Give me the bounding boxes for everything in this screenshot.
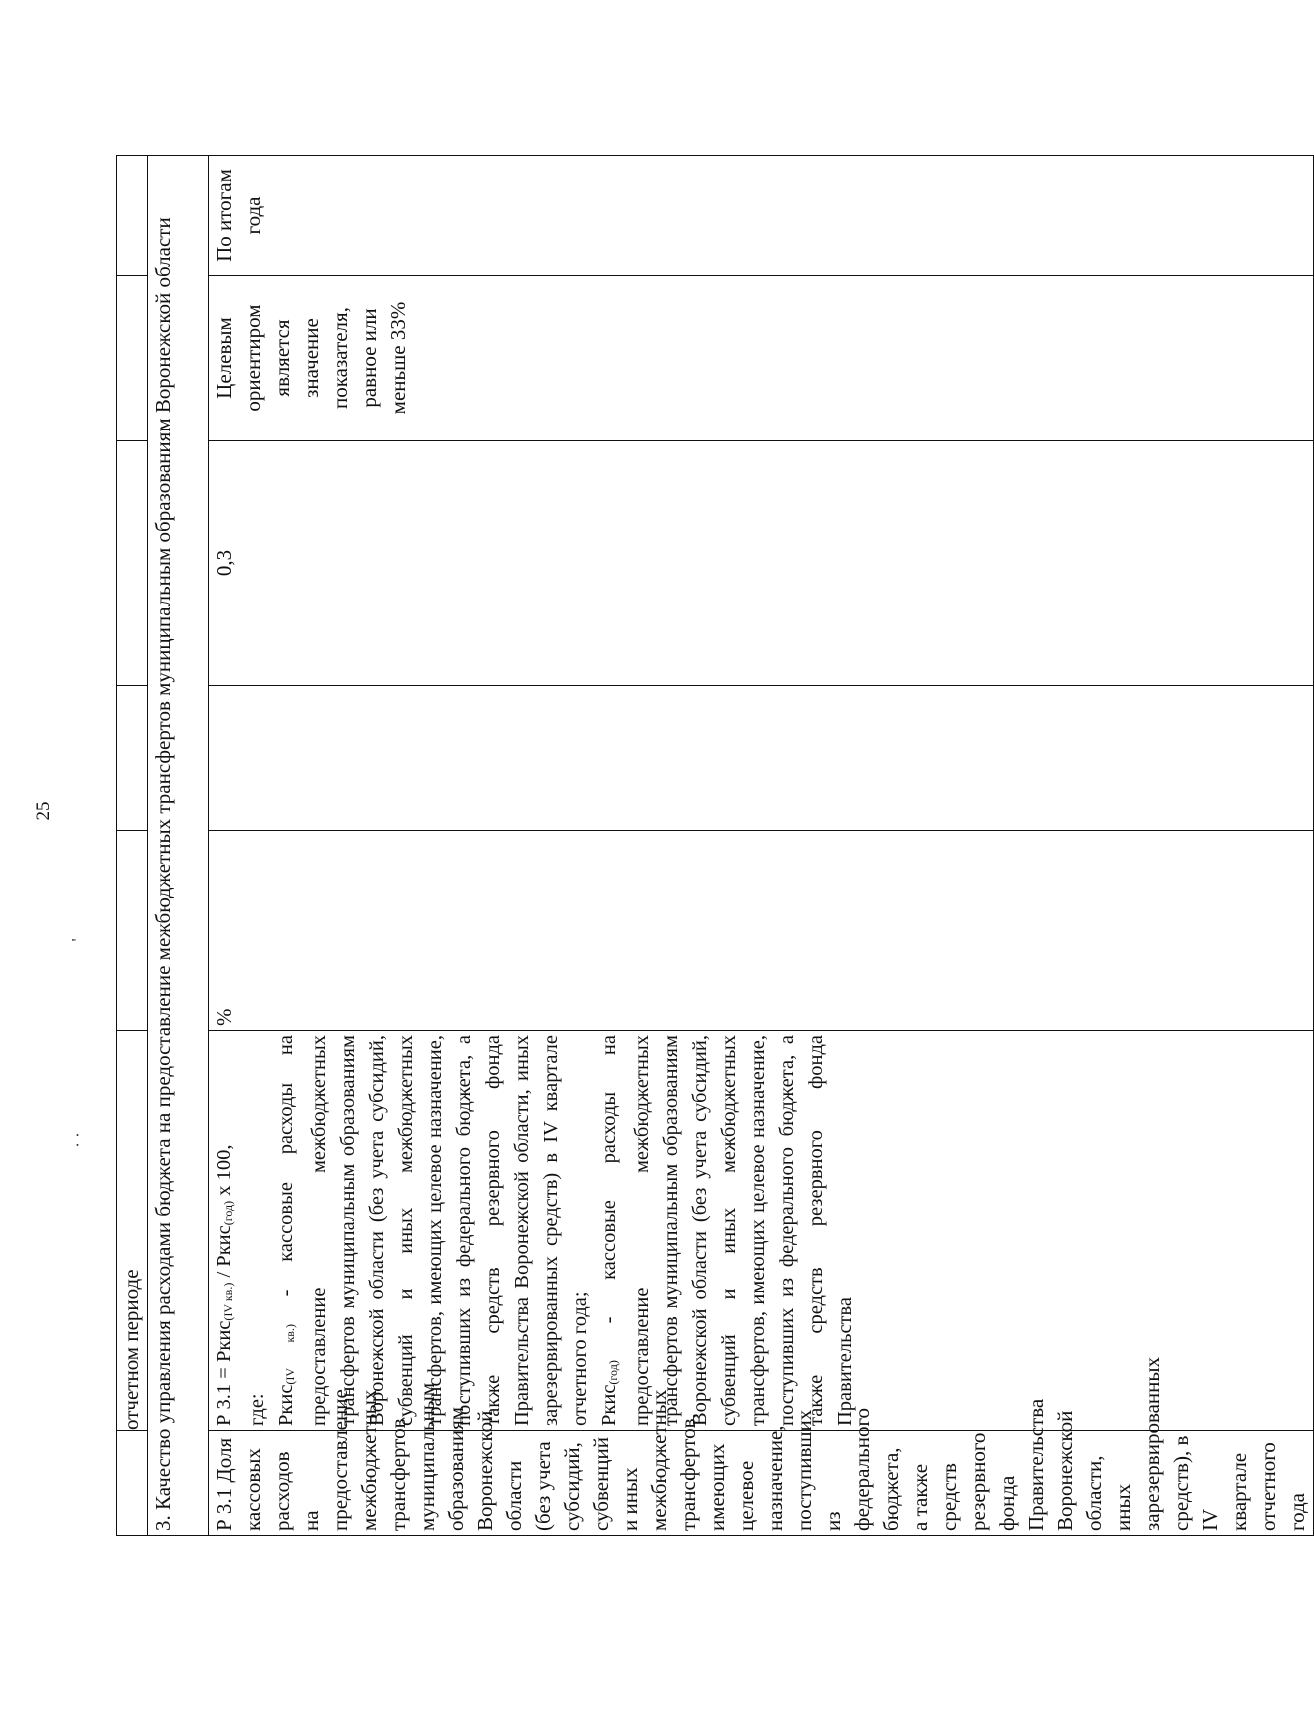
definition-sub: (год) <box>606 1360 620 1385</box>
top-row-text <box>117 1031 148 1431</box>
formula-where: где: <box>246 1393 268 1426</box>
table-cell <box>117 156 148 276</box>
unit-value: % <box>212 1008 236 1026</box>
formula-part: / Ркис <box>213 1225 235 1283</box>
top-row-label: отчетном периоде <box>119 1269 143 1430</box>
scan-mark: · · <box>68 1132 87 1148</box>
period-cell <box>209 156 1314 276</box>
table-cell <box>117 1431 148 1536</box>
empty-cell <box>209 686 1314 831</box>
definition-text: - кассовые расходы на предоставление межбюджетных трансфертов муниципальным образованиям Воронежской области (без учета субсидий, субвенций и иных межбюджетных трансфертов, имеющих целевое назначение, поступивших из федерального бюджета, а также средств резервного фонда Правительства <box>598 1035 856 1426</box>
unit-cell <box>209 831 1314 1031</box>
definition-sub: (IV кв.) <box>283 1324 297 1385</box>
definition-term: Ркис <box>598 1384 620 1426</box>
table-cell <box>117 831 148 1031</box>
indicator-row <box>209 156 1314 1536</box>
page-number: 25 <box>33 801 54 821</box>
weight-cell <box>209 441 1314 686</box>
formula-line <box>210 1035 243 1426</box>
section-heading-row <box>148 156 209 1536</box>
weight-value: 0,3 <box>212 549 236 577</box>
target-cell <box>209 276 1314 441</box>
indicator-name: Р 3.1 Доля кассовых расходов на предоставление межбюджетных трансфертов муниципальным образованиям Воронежской области (без учета субсидий, субвенций и иных межбюджетных трансфертов, имеющих целевое назначение, поступивших из федерального бюджета, а также средств резервного фонда Правительства Воронежской области, иных зарезервированных средств), в IV квартале отчетного года <box>212 1356 1309 1531</box>
definition-2 <box>595 1035 860 1426</box>
definition-text: - кассовые расходы на предоставление межбюджетных трансфертов муниципальным образованиям Воронежской области (без учета субсидий, субвенций и иных межбюджетных трансфертов, имеющих целевое назначение, поступивших из федерального бюджета, а также средств резервного фонда Правительства Воронежской области, иных зарезервированных средств) в IV квартале отчетного года; <box>275 1035 591 1426</box>
section-heading: 3. Качество управления расходами бюджета на предоставление межбюджетных трансфертов муниципальным образованиям Воронежской области <box>148 156 209 1536</box>
rotated-table-container <box>116 156 1309 1536</box>
scan-mark: ' <box>68 938 87 942</box>
definition-term: Ркис <box>275 1384 297 1426</box>
formula-sub: (IV кв.) <box>221 1282 235 1321</box>
table-cell <box>117 686 148 831</box>
target-value: Целевым ориентиром является значение показателя, равное или меньше 33% <box>212 301 410 415</box>
formula-sub: (год) <box>221 1200 235 1226</box>
formula-part: х 100, <box>213 1144 235 1201</box>
table-cell <box>117 441 148 686</box>
table-cell <box>117 276 148 441</box>
formula-part: Р 3.1 = Ркис <box>213 1320 235 1426</box>
table-row-top <box>117 156 148 1536</box>
period-value: По итогам года <box>212 169 265 262</box>
indicators-table <box>116 155 1314 1536</box>
definition-1 <box>272 1035 595 1426</box>
